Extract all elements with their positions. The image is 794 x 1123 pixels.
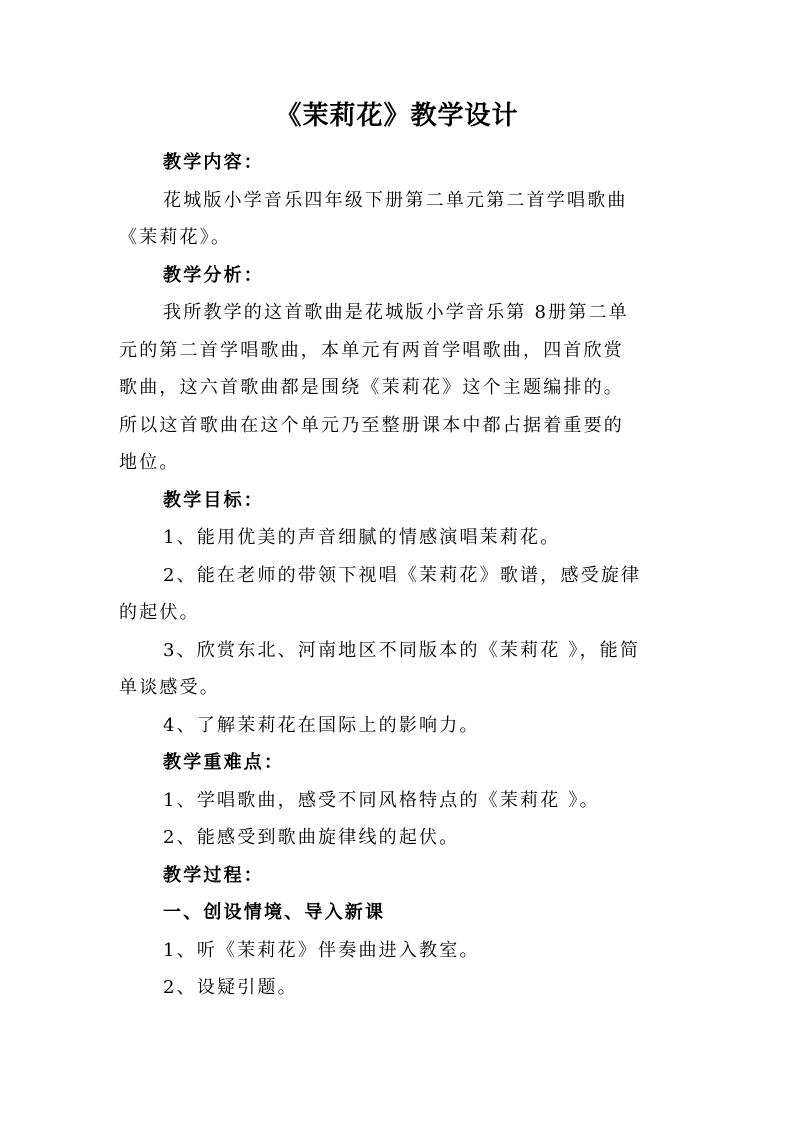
paragraph-line: 花城版小学音乐四年级下册第二单元第二首学唱歌曲 — [163, 189, 628, 211]
document-body — [119, 144, 659, 1007]
section-heading: 教学重难点： — [163, 752, 285, 773]
paragraph-line: 歌曲，这六首歌曲都是围绕《茉莉花》这个主题编排的。 — [119, 377, 624, 398]
paragraph-line: 1、学唱歌曲，感受不同风格特点的《茉莉花 》。 — [163, 789, 600, 811]
paragraph-line: 4、了解茉莉花在国际上的影响力。 — [163, 714, 480, 736]
paragraph-line: 3、欣赏东北、河南地区不同版本的《茉莉花 》，能简 — [163, 639, 641, 661]
paragraph-line: 地位。 — [119, 452, 180, 473]
paragraph-line: 1、能用优美的声音细腻的情感演唱茉莉花。 — [163, 527, 561, 548]
paragraph-line: 我所教学的这首歌曲是花城版小学音乐第 8册第二单 — [163, 302, 629, 323]
section-heading: 教学目标： — [163, 489, 264, 511]
paragraph-line: 所以这首歌曲在这个单元乃至整册课本中都占据着重要的 — [119, 414, 624, 436]
section-heading: 教学内容： — [163, 152, 264, 173]
paragraph-line: 《茉莉花》。 — [119, 227, 232, 248]
paragraph-line: 2、能感受到歌曲旋律线的起伏。 — [163, 827, 460, 848]
paragraph-line: 的起伏。 — [119, 602, 200, 623]
paragraph-line: 2、设疑引题。 — [163, 977, 298, 998]
paragraph-line: 1、听《茉莉花》伴奏曲进入教室。 — [163, 939, 480, 961]
section-heading: 教学过程： — [163, 864, 264, 886]
section-heading: 教学分析： — [163, 264, 264, 286]
document-title: 《茉莉花》教学设计 — [275, 101, 519, 131]
section-heading: 一、创设情境、导入新课 — [163, 902, 386, 923]
paragraph-line: 单谈感受。 — [119, 677, 220, 698]
paragraph-line: 2、能在老师的带领下视唱《茉莉花》歌谱，感受旋律 — [163, 564, 642, 586]
paragraph-line: 元的第二首学唱歌曲，本单元有两首学唱歌曲，四首欣赏 — [119, 339, 624, 361]
